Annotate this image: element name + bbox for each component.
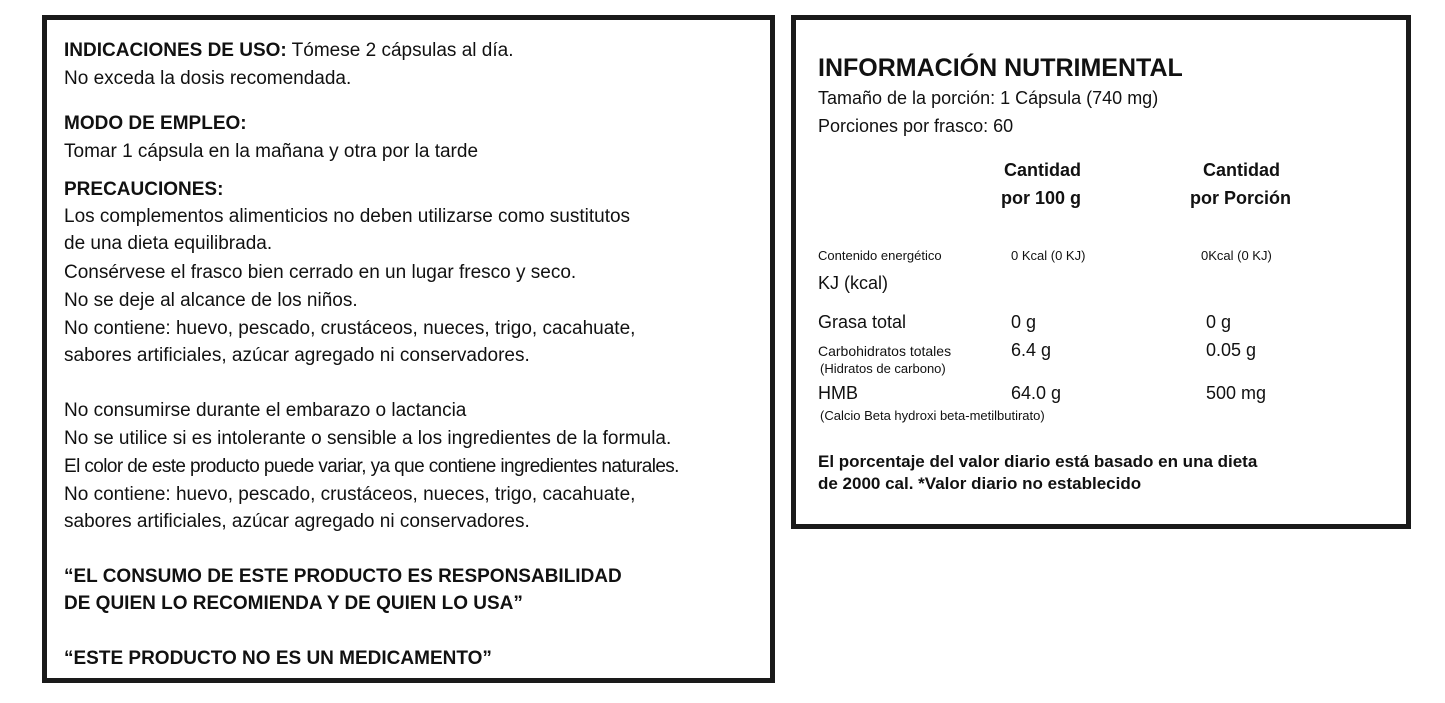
- nutrition-title: INFORMACIÓN NUTRIMENTAL: [818, 54, 1183, 82]
- precaution-line: No se deje al alcance de los niños.: [64, 290, 358, 311]
- responsabilidad-line-2: DE QUIEN LO RECOMIENDA Y DE QUIEN LO USA”: [64, 593, 523, 614]
- col-header-portion-line1: Cantidad: [1203, 160, 1281, 180]
- energy-label: Contenido energético: [818, 248, 942, 263]
- responsabilidad-line-1: “EL CONSUMO DE ESTE PRODUCTO ES RESPONSABILIDAD: [64, 566, 622, 587]
- energy-unit: KJ (kcal): [818, 273, 889, 293]
- precaution-line: Consérvese el frasco bien cerrado en un lugar fresco y seco.: [64, 262, 577, 283]
- modo-text: Tomar 1 cápsula en la mañana y otra por la tarde: [64, 141, 479, 162]
- carbs-sublabel: (Hidratos de carbono): [820, 361, 946, 376]
- col-header-100g-line2: por 100 g: [1001, 188, 1082, 208]
- extra-line: No se utilice si es intolerante o sensible a los ingredientes de la formula.: [64, 428, 672, 449]
- precaution-line: de una dieta equilibrada.: [64, 233, 273, 254]
- extra-line: El color de este producto puede variar, ya que contiene ingredientes naturales.: [64, 456, 679, 477]
- col-header-portion-line2: por Porción: [1190, 188, 1292, 208]
- dose-warning: No exceda la dosis recomendada.: [64, 68, 352, 89]
- hmb-label: HMB: [818, 383, 858, 403]
- indicaciones-text: Tómese 2 cápsulas al día.: [286, 40, 514, 61]
- extra-line: No contiene: huevo, pescado, crustáceos, nueces, trigo, cacahuate,: [64, 484, 636, 505]
- precaution-line: Los complementos alimenticios no deben utilizarse como sustitutos: [64, 206, 631, 227]
- extra-line: No consumirse durante el embarazo o lactancia: [64, 400, 467, 421]
- hmb-sublabel: (Calcio Beta hydroxi beta-metilbutirato): [820, 408, 1045, 423]
- fat-label: Grasa total: [818, 312, 907, 332]
- indicaciones-line: [64, 37, 513, 64]
- carbs-label: Carbohidratos totales: [818, 343, 952, 359]
- hmb-100g: 64.0 g: [1011, 383, 1062, 403]
- fat-100g: 0 g: [1011, 312, 1037, 332]
- servings-per-container: Porciones por frasco: 60: [818, 116, 1014, 136]
- carbs-100g: 6.4 g: [1011, 340, 1052, 360]
- precaution-line: sabores artificiales, azúcar agregado ni conservadores.: [64, 345, 530, 366]
- no-medicamento: “ESTE PRODUCTO NO ES UN MEDICAMENTO”: [64, 648, 492, 669]
- col-header-100g-line1: Cantidad: [1004, 160, 1082, 180]
- daily-value-note-line2: de 2000 cal. *Valor diario no establecido: [818, 474, 1142, 493]
- modo-label: MODO DE EMPLEO:: [64, 113, 247, 134]
- energy-100g: 0 Kcal (0 KJ): [1011, 248, 1086, 263]
- hmb-portion: 500 mg: [1206, 383, 1267, 403]
- serving-size: Tamaño de la porción: 1 Cápsula (740 mg): [818, 88, 1159, 108]
- daily-value-note-line1: El porcentaje del valor diario está basado en una dieta: [818, 452, 1258, 471]
- carbs-portion: 0.05 g: [1206, 340, 1257, 360]
- extra-line: sabores artificiales, azúcar agregado ni conservadores.: [64, 511, 530, 532]
- precaution-line: No contiene: huevo, pescado, crustáceos, nueces, trigo, cacahuate,: [64, 318, 636, 339]
- indicaciones-label: INDICACIONES DE USO:: [64, 40, 287, 61]
- precauciones-label: PRECAUCIONES:: [64, 179, 224, 200]
- energy-portion: 0Kcal (0 KJ): [1201, 248, 1272, 263]
- fat-portion: 0 g: [1206, 312, 1232, 332]
